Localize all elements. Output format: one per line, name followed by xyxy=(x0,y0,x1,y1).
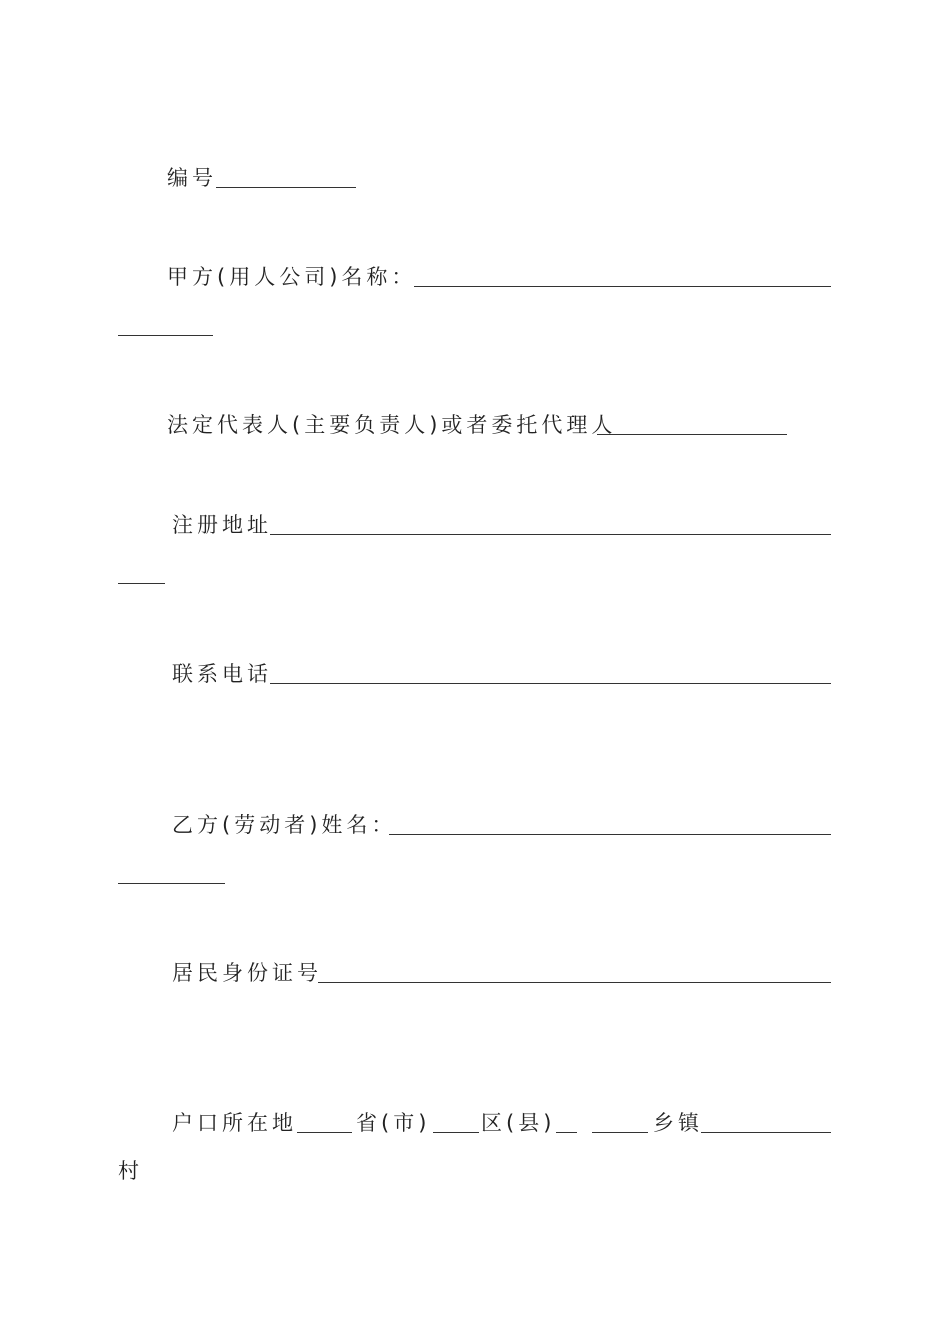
household-province-field[interactable] xyxy=(297,1132,352,1133)
party-b-name-label: 乙方(劳动者)姓名： xyxy=(172,813,397,837)
household-village-label: 村 xyxy=(118,1159,143,1183)
household-province-label: 省(市) xyxy=(356,1111,431,1135)
party-a-rep-row xyxy=(0,410,950,440)
number-row xyxy=(0,163,950,193)
party-b-household-row xyxy=(0,1108,950,1138)
party-a-rep-field[interactable] xyxy=(597,434,787,435)
party-b-name-field-continued[interactable] xyxy=(118,883,225,884)
party-a-name-field-continued[interactable] xyxy=(118,335,213,336)
household-town-field-a[interactable] xyxy=(556,1132,577,1133)
party-a-address-field-continued[interactable] xyxy=(118,583,165,584)
party-a-phone-label: 联系电话 xyxy=(172,662,272,686)
household-village-row xyxy=(0,1156,950,1186)
household-label: 户口所在地 xyxy=(172,1111,297,1135)
household-town-label: 乡镇 xyxy=(653,1111,703,1135)
party-b-id-label: 居民身份证号 xyxy=(172,961,322,985)
number-label: 编号 xyxy=(167,166,217,190)
party-b-name-row xyxy=(0,810,950,840)
party-a-address-label: 注册地址 xyxy=(172,513,272,537)
household-district-field[interactable] xyxy=(433,1132,479,1133)
party-a-address-row xyxy=(0,510,950,540)
number-field[interactable] xyxy=(216,187,356,188)
party-a-name-field[interactable] xyxy=(414,286,831,287)
party-b-name-field[interactable] xyxy=(389,834,831,835)
household-village-field[interactable] xyxy=(701,1132,831,1133)
party-b-id-row xyxy=(0,958,950,988)
party-a-phone-field[interactable] xyxy=(270,683,831,684)
household-district-label: 区(县) xyxy=(481,1111,556,1135)
party-a-phone-row xyxy=(0,659,950,689)
party-a-name-row xyxy=(0,262,950,292)
party-a-address-field[interactable] xyxy=(270,534,831,535)
household-town-field-b[interactable] xyxy=(592,1132,648,1133)
party-a-name-label: 甲方(用人公司)名称： xyxy=(167,265,417,289)
party-a-rep-label: 法定代表人(主要负责人)或者委托代理人 xyxy=(167,413,617,437)
party-b-id-field[interactable] xyxy=(318,982,831,983)
